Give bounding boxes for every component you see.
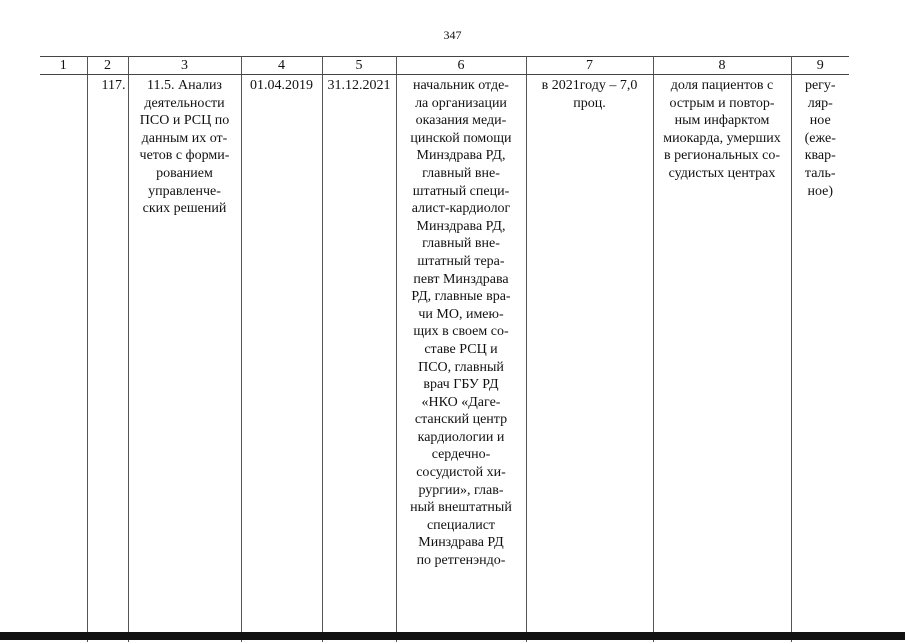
text-line: квар- [794, 147, 848, 165]
row-number-cell [87, 75, 128, 642]
indicator-cell [653, 75, 791, 642]
text-line: ный внештатный [399, 499, 524, 517]
text-line: алист-кардиолог [399, 200, 524, 218]
column-header: 8 [653, 57, 791, 75]
text-line: ПСО и РСЦ по [131, 112, 239, 130]
text-line: главный вне- [399, 235, 524, 253]
column-header: 4 [241, 57, 322, 75]
text-line: штатный специ- [399, 183, 524, 201]
text-line: ла организации [399, 95, 524, 113]
text-line: доля пациентов с [656, 77, 789, 95]
text-line: ное) [794, 183, 848, 201]
text-line: управленче- [131, 183, 239, 201]
text-line: щих в своем со- [399, 323, 524, 341]
text-line: таль- [794, 165, 848, 183]
text-line: сердечно- [399, 446, 524, 464]
text-line: деятельности [131, 95, 239, 113]
text-line: 11.5. Анализ [131, 77, 239, 95]
text-line: ным инфарктом [656, 112, 789, 130]
page-number: 347 [0, 28, 905, 43]
text-line: судистых центрах [656, 165, 789, 183]
end-date-cell [322, 75, 396, 642]
text-line: цинской помощи [399, 130, 524, 148]
start-date: 01.04.2019 [250, 78, 313, 93]
text-line: кардиологии и [399, 429, 524, 447]
column-header: 7 [526, 57, 653, 75]
row-number: 117. [102, 78, 126, 93]
text-line: ное [794, 112, 848, 130]
text-line: Минздрава РД [399, 534, 524, 552]
text-line: ляр- [794, 95, 848, 113]
start-date-cell [241, 75, 322, 642]
text-line: рованием [131, 165, 239, 183]
text-line: острым и повтор- [656, 95, 789, 113]
header-row [40, 57, 849, 75]
text-line: специалист [399, 517, 524, 535]
column-header: 5 [322, 57, 396, 75]
text-line: (еже- [794, 130, 848, 148]
text-line: данным их от- [131, 130, 239, 148]
activity-cell [128, 75, 241, 642]
text-line: ставе РСЦ и [399, 341, 524, 359]
text-line: станский центр [399, 411, 524, 429]
result-cell [526, 75, 653, 642]
end-date: 31.12.2021 [328, 78, 391, 93]
text-line: певт Минздрава [399, 271, 524, 289]
text-line: «НКО «Даге- [399, 394, 524, 412]
text-line: ПСО, главный [399, 359, 524, 377]
text-line: оказания меди- [399, 112, 524, 130]
column-header: 2 [87, 57, 128, 75]
text-line: Минздрава РД, [399, 147, 524, 165]
text-line: главный вне- [399, 165, 524, 183]
measures-table [40, 56, 849, 642]
text-line: сосудистой хи- [399, 464, 524, 482]
periodicity-cell [791, 75, 849, 642]
text-line: в региональных со- [656, 147, 789, 165]
text-line: штатный тера- [399, 253, 524, 271]
column-header: 3 [128, 57, 241, 75]
column-header: 1 [40, 57, 87, 75]
text-line: врач ГБУ РД [399, 376, 524, 394]
text-line: начальник отде- [399, 77, 524, 95]
text-line: регу- [794, 77, 848, 95]
text-line: проц. [529, 95, 651, 113]
text-line: четов с форми- [131, 147, 239, 165]
text-line: по ретгенэндо- [399, 552, 524, 570]
text-line: Минздрава РД, [399, 218, 524, 236]
table-row [40, 75, 849, 642]
text-line: миокарда, умерших [656, 130, 789, 148]
scan-edge [0, 632, 905, 640]
text-line: в 2021году – 7,0 [529, 77, 651, 95]
column-header: 9 [791, 57, 849, 75]
text-line: РД, главные вра- [399, 288, 524, 306]
text-line: рургии», глав- [399, 482, 524, 500]
column-header: 6 [396, 57, 526, 75]
text-line: ских решений [131, 200, 239, 218]
col-1-cell [40, 75, 87, 642]
responsible-cell [396, 75, 526, 642]
text-line: чи МО, имею- [399, 306, 524, 324]
